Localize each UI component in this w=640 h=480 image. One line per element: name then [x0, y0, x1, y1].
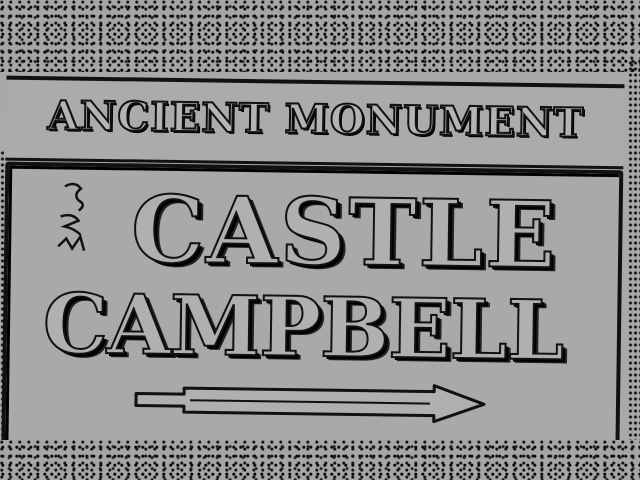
sign-heading: ANCIENT MONUMENT: [47, 92, 585, 147]
stone-wall-bottom: [0, 440, 640, 480]
sign-header-band: [5, 76, 624, 170]
monument-sign: [1, 66, 636, 455]
arrow-right-icon: [130, 379, 491, 424]
sign-name-line2: CAMPBELL: [42, 276, 564, 380]
stone-wall-top: [0, 0, 640, 72]
sign-name-line1: CASTLE: [130, 175, 559, 290]
